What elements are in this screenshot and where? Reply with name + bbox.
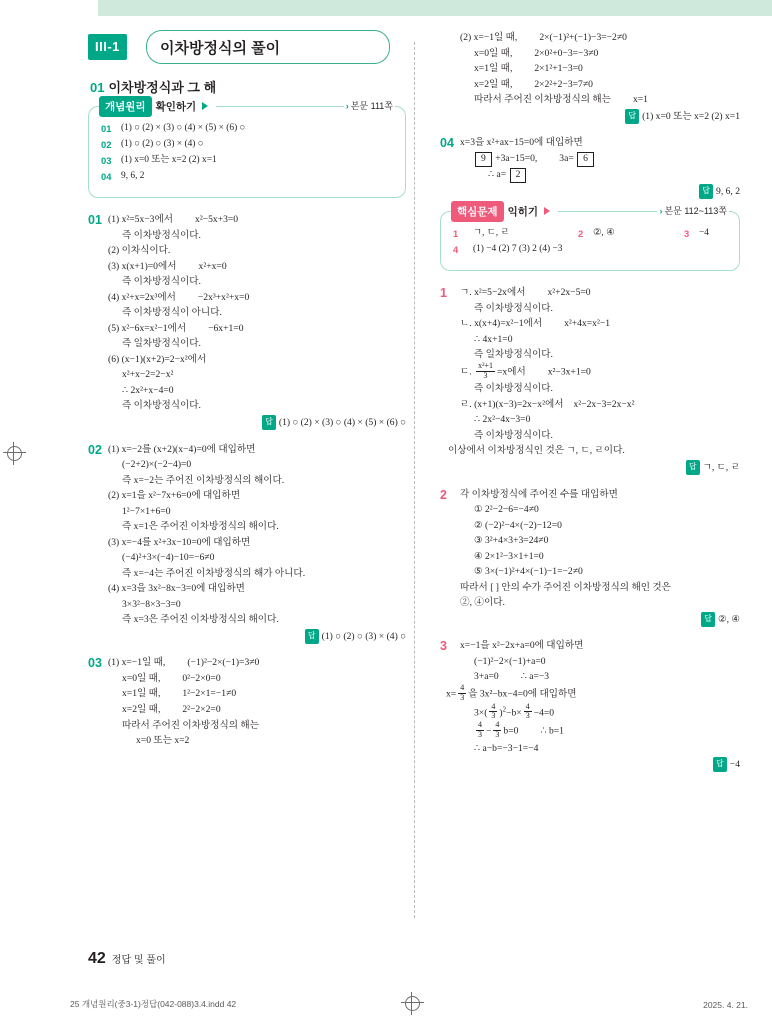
solution-line: x=2일 때, 2×2²+2−3=7≠0 xyxy=(474,78,593,90)
solution-line: 즉 이차방정식이다. xyxy=(474,429,553,441)
solution-line: 즉 이차방정식이다. xyxy=(474,383,553,395)
solution-line: 1²−7×1+6=0 xyxy=(122,505,171,517)
solution-line: (2) x=1을 x²−7x+6=0에 대입하면 xyxy=(108,490,241,502)
solution-line: ∴ a= 2 xyxy=(460,167,740,183)
solution-line: 3×3²−8×3−3=0 xyxy=(122,598,181,610)
core-answer-body: (1) −4 (2) 7 (3) 2 (4) −3 xyxy=(473,244,563,255)
concept-answer-number: 02 xyxy=(101,139,112,151)
fill-in-box: 6 xyxy=(577,152,594,167)
solution-body xyxy=(460,135,740,199)
concept-answer-number: 04 xyxy=(101,171,112,183)
solution-line: 따라서 주어진 이차방정식의 해는 xyxy=(122,719,259,731)
solution-line: x=2일 때, 2²−2×2=0 xyxy=(122,704,221,716)
answer-badge: 답 xyxy=(686,460,700,475)
section-header xyxy=(88,30,388,62)
solution-block-03-continued xyxy=(440,30,740,124)
concept-answer-line xyxy=(101,121,393,137)
solution-line: x=3을 x²+ax−15=0에 대입하면 xyxy=(460,137,583,149)
concept-answer-line xyxy=(101,169,393,185)
concept-reference: › 본문 111쪽 xyxy=(344,100,395,114)
core-answer-number: 3 xyxy=(684,228,690,240)
right-column xyxy=(440,30,740,784)
answer-badge: 답 xyxy=(262,415,276,430)
solution-answer: 답 ㄱ, ㄷ, ㄹ xyxy=(460,460,740,476)
concept-tag: 개념원리 xyxy=(99,96,152,117)
solution-block-02 xyxy=(88,442,406,645)
section-title: 이차방정식의 풀이 xyxy=(160,40,281,57)
solution-line: ㄱ. x²=5−2x에서 x²+2x−5=0 xyxy=(460,287,591,299)
fraction-numerator: 4 xyxy=(495,720,500,730)
solution-line: (1) x=−1일 때, (−1)²−2×(−1)=3≠0 xyxy=(108,657,260,669)
fraction-denominator: 3 xyxy=(525,711,530,721)
solution-line: (3) x=−4를 x²+3x−10=0에 대입하면 xyxy=(108,536,251,548)
core-solution-block-3 xyxy=(440,638,740,772)
solution-line: (3) x(x+1)=0에서 x²+x=0 xyxy=(108,260,227,272)
solution-line: 즉 이차방정식이다. xyxy=(122,229,201,241)
solution-line: (1) x²=5x−3에서 x²−5x+3=0 xyxy=(108,214,239,226)
solution-line: ∴ 2x²−4x−3=0 xyxy=(474,414,531,426)
concept-answer-body: 9, 6, 2 xyxy=(121,171,145,182)
solution-line: ∴ 2x²+x−4=0 xyxy=(122,384,174,396)
solution-line: x=1일 때, 2×1²+1−3=0 xyxy=(474,63,583,75)
solution-line: (1) x=−2를 (x+2)(x−4)=0에 대입하면 xyxy=(108,443,256,455)
fraction-numerator: 4 xyxy=(525,701,530,711)
fraction xyxy=(524,703,532,722)
solution-line: ②, ④이다. xyxy=(460,597,505,609)
answer-badge: 답 xyxy=(625,109,639,124)
core-problem-box xyxy=(440,205,740,271)
solution-line: 즉 x=1은 주어진 이차방정식의 해이다. xyxy=(122,521,279,533)
solution-line: x=0 또는 x=2 xyxy=(136,735,190,747)
solution-line: $\frac{4}{3}$ − $\frac{4}{3}$ b=0 ∴ b=1 xyxy=(478,720,564,739)
solution-body xyxy=(108,442,406,645)
solution-answer: 답 9, 6, 2 xyxy=(460,184,740,200)
solution-line: 3×( $\frac{4}{3}$ )$^2$−b× $\frac{4}{3}$ −4=0 xyxy=(474,701,555,721)
top-green-bar xyxy=(98,0,772,16)
fraction-denominator: 3 xyxy=(478,729,482,739)
solution-line: ㄴ. x(x+4)=x²−1에서 x²+4x=x²−1 xyxy=(460,318,611,330)
solution-line: x=0일 때, 2×0²+0−3=−3≠0 xyxy=(474,47,599,59)
solution-line: 즉 x=3은 주어진 이차방정식의 해이다. xyxy=(122,614,279,626)
core-tag: 핵심문제 xyxy=(451,201,504,222)
fill-in-box: 9 xyxy=(475,152,492,167)
core-answer-body: −4 xyxy=(699,228,709,239)
solution-line: ③ 3²+4×3+3=24≠0 xyxy=(474,535,549,547)
solution-line: (2) x=−1일 때, 2×(−1)²+(−1)−3=−2≠0 xyxy=(460,32,627,43)
concept-answer-number: 03 xyxy=(101,155,112,167)
solution-line: 즉 x=−2는 주어진 이차방정식의 해이다. xyxy=(122,474,285,486)
solution-line: (5) x²−6x=x²−1에서 −6x+1=0 xyxy=(108,322,244,334)
solution-line: (4) x=3을 3x²−8x−3=0에 대입하면 xyxy=(108,583,245,595)
solution-body xyxy=(460,487,740,628)
core-answer-number: 2 xyxy=(578,228,584,240)
page-folio xyxy=(88,950,166,968)
subsection-header xyxy=(90,78,406,98)
left-column xyxy=(88,30,406,760)
solution-body xyxy=(448,285,740,475)
solution-line: (2) 이차식이다. xyxy=(108,245,171,257)
solution-line: (6) (x−1)(x+2)=2−x²에서 xyxy=(108,353,207,365)
concept-tag-after: 확인하기 xyxy=(156,99,211,115)
core-solution-block-1 xyxy=(440,285,740,475)
solution-line: ① 2²−2−6=−4≠0 xyxy=(474,504,539,516)
solution-number: 1 xyxy=(440,286,447,301)
core-answer-number: 4 xyxy=(453,244,459,256)
core-answer-body: ㄱ, ㄷ, ㄹ xyxy=(473,228,510,239)
fraction-numerator: x²+1 xyxy=(478,360,493,370)
subsection-index: 01 xyxy=(90,80,105,95)
fraction-denominator: 3 xyxy=(495,729,500,739)
solution-line: ② (−2)²−4×(−2)−12=0 xyxy=(474,519,562,531)
registration-mark-left xyxy=(6,445,23,462)
solution-line: x²+x−2=2−x² xyxy=(122,369,174,381)
imprint-left: 25 개념원리(중3-1)정답(042-088)3.4.indd 42 xyxy=(70,999,237,1009)
solution-line: ㄹ. (x+1)(x−3)=2x−x²에서 x²−2x−3=2x−x² xyxy=(460,398,635,410)
solution-line: ㄷ. $\frac{\text{x²+1}}{3}$ =x에서 x²−3x+1=0 xyxy=(460,360,591,380)
concept-answer-body: (1) ○ (2) × (3) ○ (4) × (5) × (6) ○ xyxy=(121,123,246,134)
core-tag-after: 익히기 xyxy=(508,204,552,220)
solution-block-01 xyxy=(88,212,406,430)
solution-number: 01 xyxy=(88,213,102,228)
solution-line: (−1)²−2×(−1)+a=0 xyxy=(474,655,546,667)
solution-line: x=0일 때, 0²−2×0=0 xyxy=(122,672,221,684)
concept-answer-body: (1) ○ (2) ○ (3) × (4) ○ xyxy=(121,139,204,150)
answer-badge: 답 xyxy=(699,184,713,199)
solution-line: 즉 x=−4는 주어진 이차방정식의 해가 아니다. xyxy=(122,567,306,579)
solution-line: 이상에서 이차방정식인 것은 ㄱ, ㄷ, ㄹ이다. xyxy=(448,445,625,457)
solution-answer: 답 (1) x=0 또는 x=2 (2) x=1 xyxy=(460,109,740,125)
concept-answer-body: (1) x=0 또는 x=2 (2) x=1 xyxy=(121,155,217,166)
solution-number: 02 xyxy=(88,442,102,457)
solution-line: 3+a=0 ∴ a=−3 xyxy=(474,671,550,683)
fraction-numerator: 4 xyxy=(478,720,482,730)
solution-body xyxy=(108,655,406,748)
solution-line: 각 이차방정식에 주어진 수를 대입하면 xyxy=(460,488,618,500)
solution-line: 즉 일차방정식이다. xyxy=(122,338,201,350)
solution-line: x=−1을 x²−2x+a=0에 대입하면 xyxy=(460,640,584,652)
fraction-denominator: 3 xyxy=(460,692,465,702)
fraction xyxy=(476,721,484,740)
solution-line: ∴ 4x+1=0 xyxy=(474,333,513,345)
fraction xyxy=(476,362,495,381)
solution-line: (−2+2)×(−2−4)=0 xyxy=(122,459,192,471)
solution-line: ∴ a−b=−3−1=−4 xyxy=(474,742,539,754)
solution-number: 04 xyxy=(440,136,454,151)
fraction-denominator: 3 xyxy=(491,711,496,721)
solution-line: 9 +3a−15=0, 3a= 6 xyxy=(460,151,740,167)
core-reference: › 본문 112~113쪽 xyxy=(657,205,729,219)
solution-body xyxy=(108,212,406,430)
fraction xyxy=(489,703,497,722)
solution-line: 따라서 [ ] 안의 수가 주어진 이차방정식의 해인 것은 xyxy=(460,581,671,593)
answer-badge: 답 xyxy=(701,612,715,627)
solution-body xyxy=(460,30,740,124)
solution-block-04 xyxy=(440,135,740,199)
solution-line: (−4)²+3×(−4)−10=−6≠0 xyxy=(122,552,215,564)
subsection-title: 이차방정식과 그 해 xyxy=(108,80,217,95)
solution-line: ⑤ 3×(−1)²+4×(−1)−1=−2≠0 xyxy=(474,566,583,578)
core-answer-line xyxy=(453,226,727,242)
page-number: 42 xyxy=(88,950,106,967)
solution-line: x=1일 때, 1²−2×1=−1≠0 xyxy=(122,688,237,700)
solution-line: 즉 이차방정식이다. xyxy=(122,400,201,412)
concept-check-box xyxy=(88,100,406,198)
core-answer-body: ②, ④ xyxy=(593,228,615,239)
solution-answer: 답 (1) ○ (2) × (3) ○ (4) × (5) × (6) ○ xyxy=(108,415,406,431)
registration-mark-bottom xyxy=(404,995,421,1012)
imprint-right: 2025. 4. 21. xyxy=(703,1000,748,1010)
solution-line: 즉 이차방정식이다. xyxy=(474,302,553,314)
solution-line: 즉 이차방정식이 아니다. xyxy=(122,307,222,319)
concept-answer-line xyxy=(101,137,393,153)
concept-check-title xyxy=(99,96,216,117)
fraction xyxy=(458,684,466,703)
solution-number: 03 xyxy=(88,656,102,671)
solution-answer: 답 (1) ○ (2) ○ (3) × (4) ○ xyxy=(108,629,406,645)
column-divider xyxy=(414,42,415,918)
concept-answer-line xyxy=(101,153,393,169)
solution-block-03 xyxy=(88,655,406,748)
fraction-numerator: 4 xyxy=(460,682,465,692)
solution-line: 따라서 주어진 이차방정식의 해는 x=1 xyxy=(474,94,648,106)
solution-number: 2 xyxy=(440,487,447,502)
core-solution-block-2 xyxy=(440,487,740,628)
solution-line: x= $\frac{4}{3}$ 을 3x²−bx−4=0에 대입하면 xyxy=(446,682,577,702)
section-number: III-1 xyxy=(88,34,127,60)
solution-answer: 답 −4 xyxy=(460,757,740,773)
solution-number: 3 xyxy=(440,639,447,654)
answer-badge: 답 xyxy=(713,757,727,772)
solution-line: ④ 2×1²−3×1+1=0 xyxy=(474,550,544,562)
fraction-numerator: 4 xyxy=(491,701,496,711)
answer-badge: 답 xyxy=(305,629,319,644)
core-answer-number: 1 xyxy=(453,228,459,240)
solution-line: 즉 일차방정식이다. xyxy=(474,349,553,361)
solution-answer: 답 ②, ④ xyxy=(460,612,740,628)
folio-label: 정답 및 풀이 xyxy=(111,955,166,966)
core-answer-line xyxy=(453,242,727,258)
fraction-denominator: 3 xyxy=(476,371,495,381)
concept-answer-number: 01 xyxy=(101,123,112,135)
solution-line: 즉 이차방정식이다. xyxy=(122,276,201,288)
fraction xyxy=(493,721,501,740)
solution-line: (4) x²+x=2x³에서 −2x³+x²+x=0 xyxy=(108,291,250,303)
fill-in-box: 2 xyxy=(510,168,527,183)
solution-body xyxy=(446,638,740,772)
core-problem-title xyxy=(451,201,558,222)
